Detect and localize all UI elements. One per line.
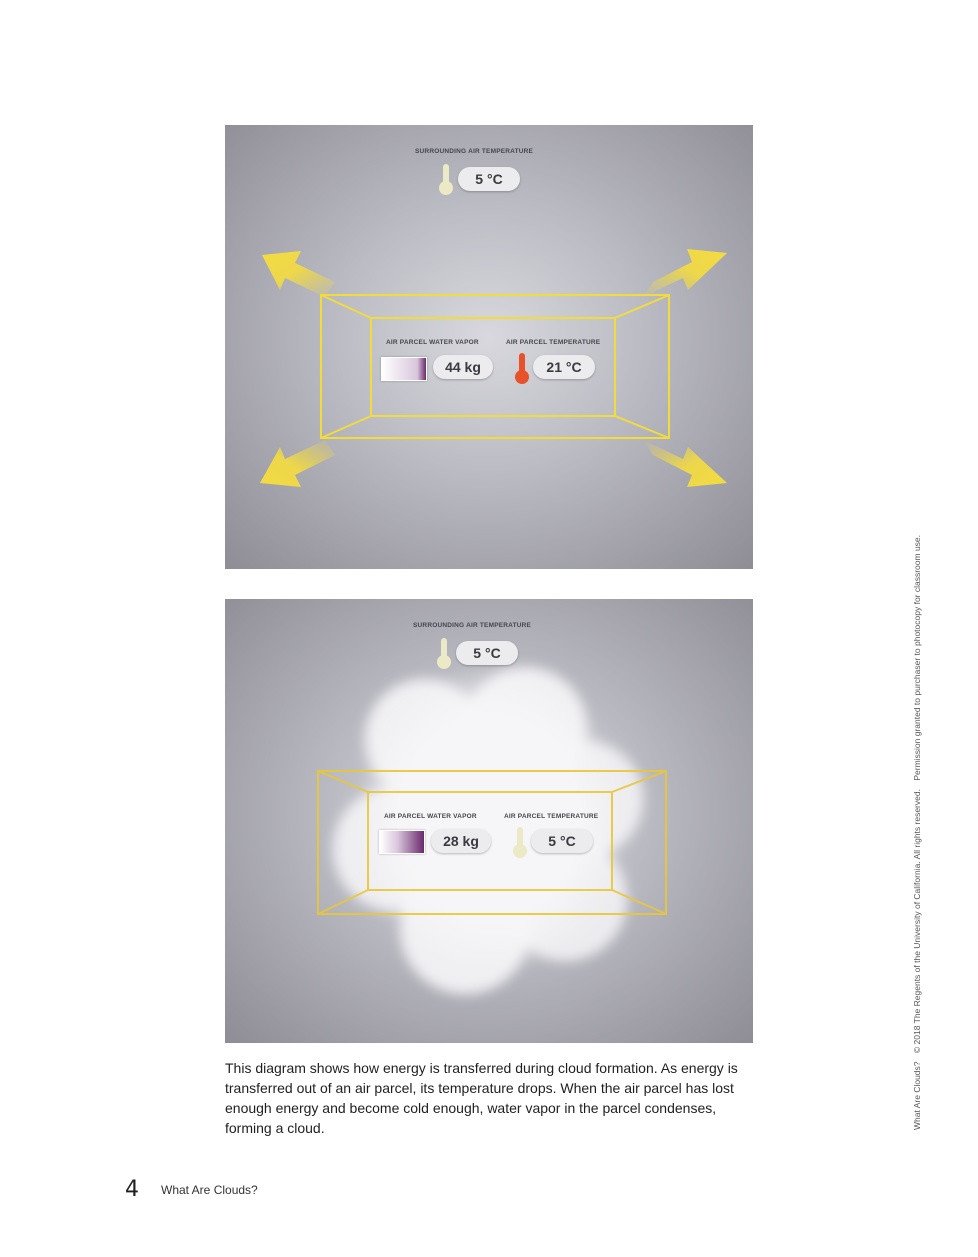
diagram-panel-cloud-formed [225,599,753,1043]
water-vapor-meter [379,830,425,854]
air-parcel-temperature-value: 21 °C [533,355,595,379]
surrounding-thermometer-icon [434,636,454,670]
surrounding-air-temperature-value: 5 °C [456,641,518,665]
side-note-permission: Permission granted to purchaser to photocopy for classroom use. [912,534,922,781]
cloud-scene [225,599,753,1043]
copyright-side-note [912,450,924,1130]
energy-arrow-top-left [262,251,335,297]
side-note-book-title: What Are Clouds? [912,1061,922,1130]
surrounding-air-temperature-label: SURROUNDING AIR TEMPERATURE [413,622,532,629]
air-parcel-temperature-label: AIR PARCEL TEMPERATURE [506,339,601,346]
air-parcel-temperature-value: 5 °C [531,829,593,853]
surrounding-air-temperature-value: 5 °C [458,167,520,191]
surrounding-air-temperature-label: SURROUNDING AIR TEMPERATURE [415,148,534,155]
air-parcel-box [321,295,669,438]
air-parcel-water-vapor-value: 44 kg [433,355,493,379]
energy-arrow-bottom-left [260,440,335,487]
air-parcel-water-vapor-label: AIR PARCEL WATER VAPOR [386,339,479,346]
air-parcel-water-vapor-value: 28 kg [431,829,491,853]
water-vapor-meter [381,357,427,381]
air-parcel-water-vapor-label: AIR PARCEL WATER VAPOR [384,813,477,820]
diagram-panel-warm-parcel [225,125,753,569]
energy-arrow-top-right [643,249,727,297]
running-head: What Are Clouds? [161,1183,258,1197]
cloud [333,664,643,994]
side-note-copyright: © 2018 The Regents of the University of California. All rights reserved. [912,789,922,1054]
figure-caption: This diagram shows how energy is transferred during cloud formation. As energy is transferred out of an air parcel, its temperature drops. When the air parcel has lost enough energy and become cold enough, water vapor in the parcel condenses, forming a cloud. [225,1060,738,1136]
energy-arrow-bottom-right [643,440,727,487]
air-parcel-temperature-label: AIR PARCEL TEMPERATURE [504,813,599,820]
warm-parcel-scene [225,125,753,569]
page-number: 4 [125,1177,139,1202]
parcel-thermometer-hot-icon [512,351,532,385]
parcel-thermometer-cold-icon [510,825,530,859]
surrounding-thermometer-icon [436,162,456,196]
